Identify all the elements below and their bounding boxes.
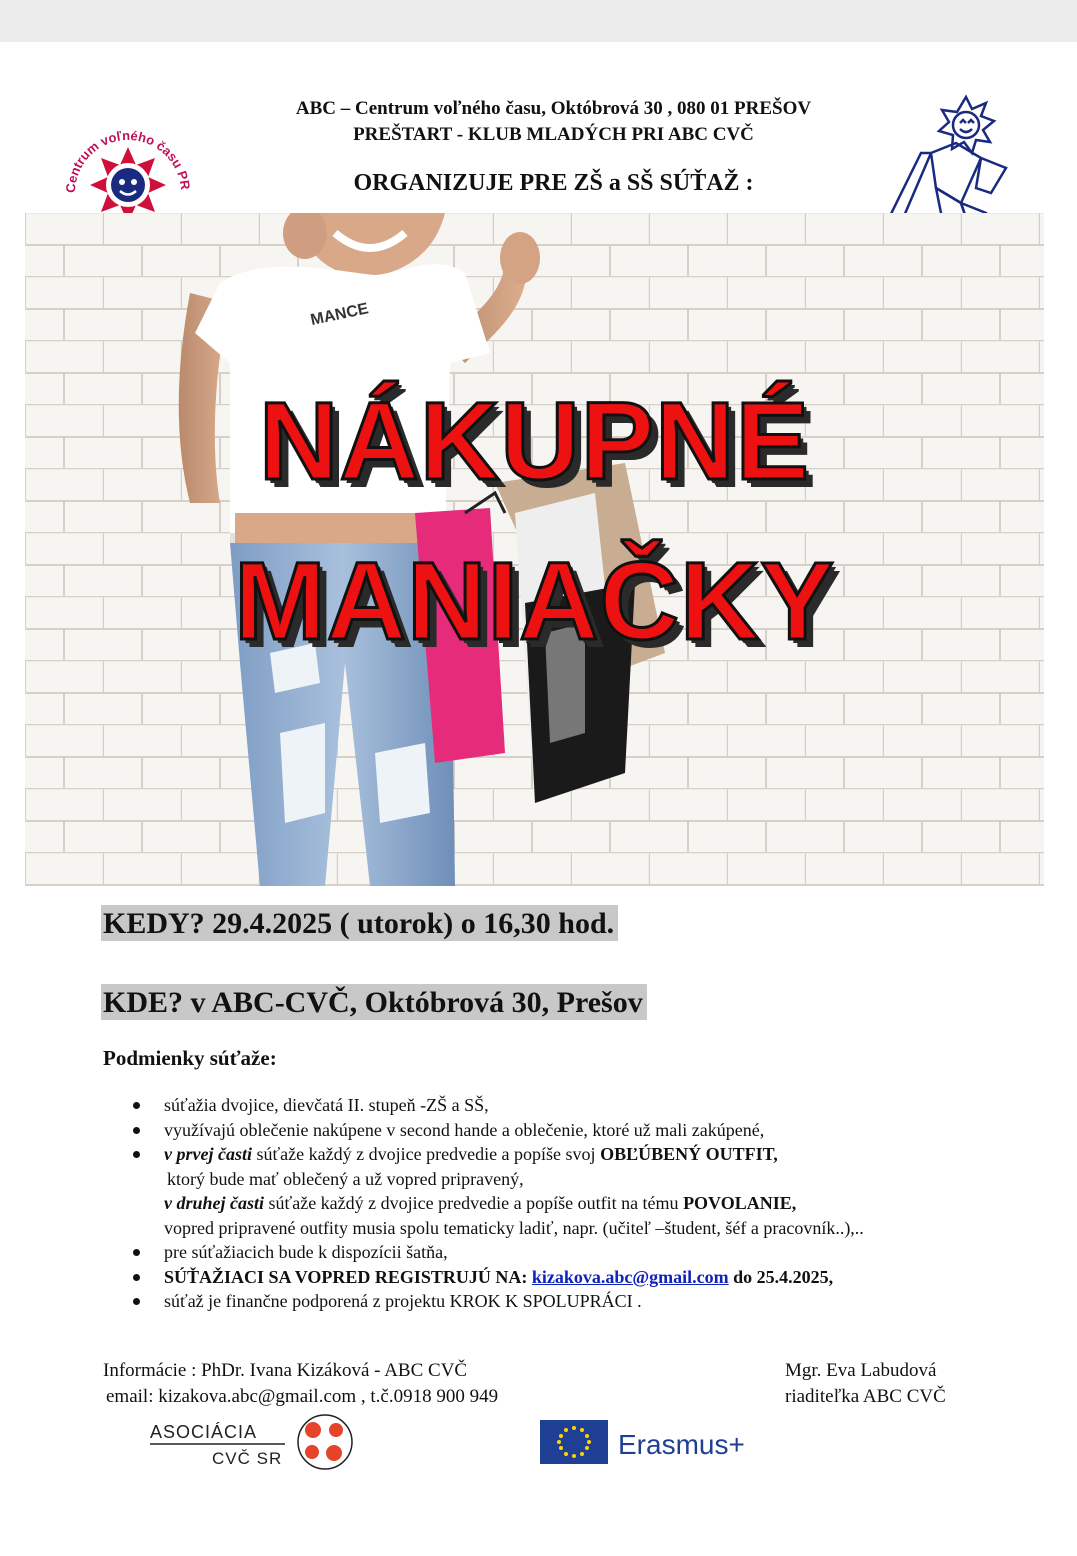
list-item	[131, 1265, 1051, 1290]
event-where: KDE? v ABC-CVČ, Októbrová 30, Prešov	[101, 984, 647, 1020]
list-item	[131, 1240, 1051, 1265]
conditions-list	[131, 1093, 1051, 1314]
top-bar	[0, 0, 1077, 42]
condition-bold: POVOLANIE,	[683, 1193, 797, 1213]
bullet-icon	[133, 1249, 140, 1256]
list-item	[131, 1142, 1051, 1240]
header-line-2: PREŠTART - KLUB MLADÝCH PRI ABC CVČ	[353, 124, 754, 145]
erasmus-text: Erasmus+	[618, 1429, 745, 1460]
bullet-icon	[133, 1102, 140, 1109]
director-title: riaditeľka ABC CVČ	[785, 1386, 946, 1407]
conditions-title: Podmienky súťaže:	[103, 1046, 277, 1070]
bullet-icon	[133, 1151, 140, 1158]
list-item	[131, 1118, 1051, 1143]
title-line-2: MANIAČKY	[234, 540, 835, 663]
list-item	[131, 1093, 1051, 1118]
bullet-icon	[133, 1298, 140, 1305]
condition-bold: SÚŤAŽIACI SA VOPRED REGISTRUJÚ NA:	[164, 1266, 532, 1287]
condition-emphasis: v druhej časti	[164, 1193, 265, 1213]
registration-email-link[interactable]: kizakova.abc@gmail.com	[531, 1266, 729, 1287]
header-line-3: ORGANIZUJE PRE ZŠ a SŠ SÚŤAŽ :	[353, 170, 754, 196]
director-name: Mgr. Eva Labudová	[785, 1360, 937, 1381]
event-when: KEDY? 29.4.2025 ( utorok) o 16,30 hod.	[101, 905, 618, 941]
condition-text: súťaže každý z dvojice predvedie a popíše outfit na tému	[264, 1193, 684, 1213]
condition-text: vopred pripravené outfity musia spolu tematicky ladiť, napr. (učiteľ –študent, šéf a pracovník..),..	[164, 1217, 864, 1238]
bullet-icon	[133, 1274, 140, 1281]
header-line-1: ABC – Centrum voľného času, Októbrová 30 , 080 01 PREŠOV	[295, 98, 812, 119]
abc-logo-arc-text: Centrum voľného času PR	[62, 127, 193, 194]
condition-text: ktorý bude mať oblečený a už vopred pripravený,	[167, 1168, 524, 1189]
asociacia-logo	[150, 1412, 360, 1472]
condition-text: súťaž je finančne podporená z projektu KROK K SPOLUPRÁCI .	[164, 1291, 642, 1311]
erasmus-logo	[540, 1418, 780, 1466]
bullet-icon	[133, 1127, 140, 1134]
condition-text: súťažia dvojice, dievčatá II. stupeň -ZŠ a SŠ,	[164, 1095, 489, 1115]
condition-text: využívajú oblečenie nakúpene v second hande a oblečenie, ktoré už mali zakúpené,	[164, 1119, 765, 1140]
title-line-1: NÁKUPNÉ	[259, 380, 810, 503]
list-item	[131, 1289, 1051, 1314]
asociacia-line1: ASOCIÁCIA	[150, 1422, 258, 1442]
shirt-text: MANCE	[309, 300, 371, 330]
contact-email: email: kizakova.abc@gmail.com , t.č.0918 900 949	[106, 1386, 499, 1407]
condition-bold: do 25.4.2025,	[728, 1266, 834, 1287]
asociacia-line2: CVČ SR	[212, 1449, 283, 1468]
condition-text: pre súťažiacich bude k dispozícii šatňa,	[164, 1242, 448, 1262]
condition-bold: OBĽÚBENÝ OUTFIT,	[600, 1144, 778, 1164]
condition-emphasis: v prvej časti	[164, 1144, 252, 1164]
condition-text: súťaže každý z dvojice predvedie a popíše svoj	[251, 1144, 601, 1164]
contact-info: Informácie : PhDr. Ivana Kizáková - ABC CVČ	[103, 1360, 468, 1381]
